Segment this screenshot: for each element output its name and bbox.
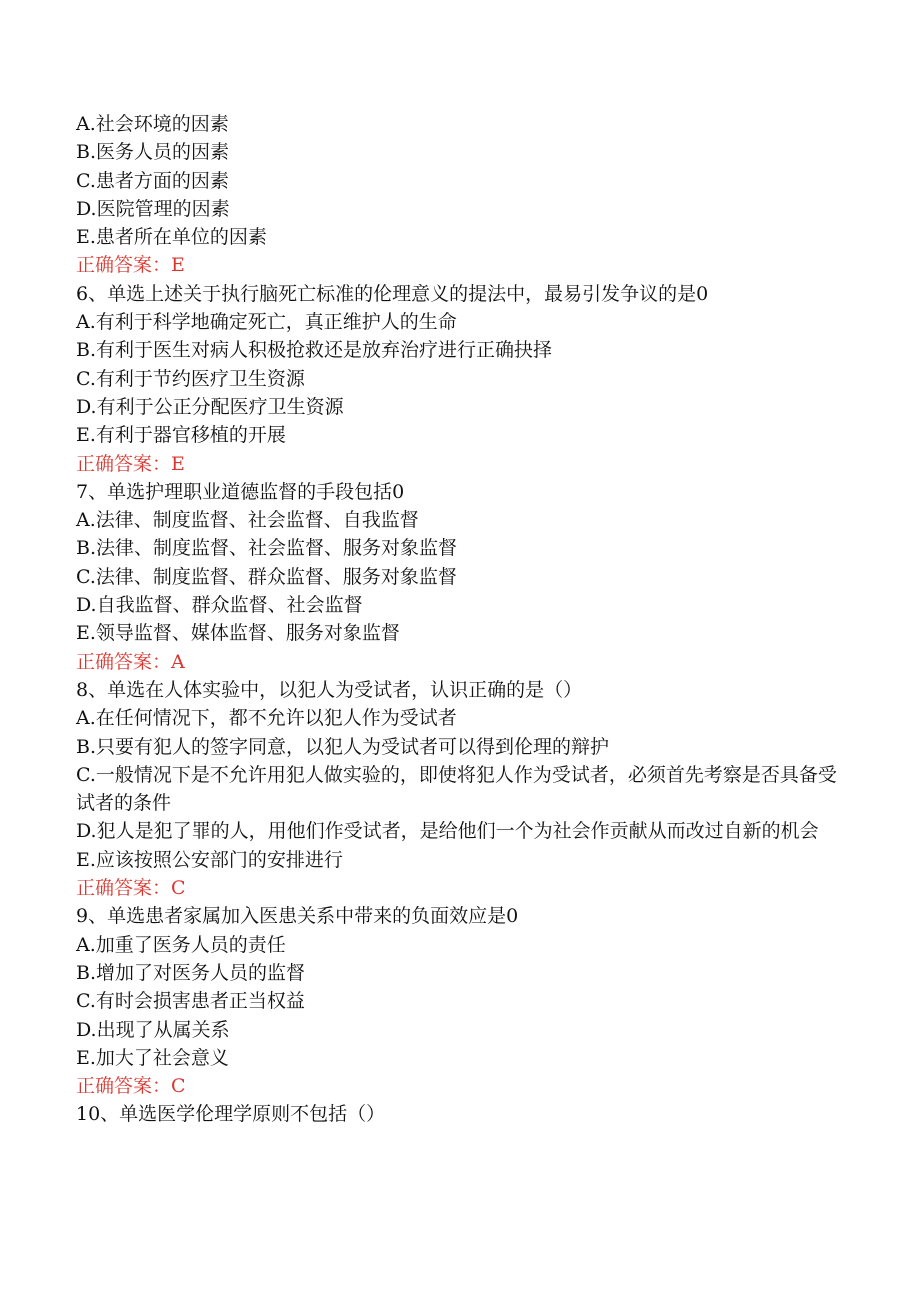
- option-a: A.加重了医务人员的责任: [76, 933, 286, 956]
- correct-answer: 正确答案：C: [76, 877, 186, 900]
- question-7: [76, 478, 846, 676]
- option-a: A.在任何情况下，都不允许以犯人作为受试者: [76, 707, 457, 730]
- option-a: A.社会环境的因素: [76, 113, 229, 135]
- option-a: A.法律、制度监督、社会监督、自我监督: [76, 509, 419, 532]
- option-b: B.有利于医生对病人积极抢救还是放弃治疗进行正确抉择: [76, 339, 553, 362]
- correct-answer: 正确答案：C: [76, 1075, 186, 1098]
- option-d: D.犯人是犯了罪的人，用他们作受试者，是给他们一个为社会作贡献从而改过自新的机会: [76, 820, 819, 843]
- option-c: C.法律、制度监督、群众监督、服务对象监督: [76, 565, 457, 588]
- option-b: B.医务人员的因素: [76, 141, 230, 164]
- option-b: B.法律、制度监督、社会监督、服务对象监督: [76, 537, 458, 560]
- option-e: E.领导监督、媒体监督、服务对象监督: [76, 622, 400, 645]
- option-c: C.患者方面的因素: [76, 169, 229, 192]
- question-stem: 8、单选在人体实验中，以犯人为受试者，认识正确的是（）: [76, 678, 583, 701]
- question-stem: 6、单选上述关于执行脑死亡标准的伦理意义的提法中，最易引发争议的是0: [76, 282, 709, 305]
- option-a: A.有利于科学地确定死亡，真正维护人的生命: [76, 311, 457, 334]
- question-stem: 7、单选护理职业道德监督的手段包括0: [76, 480, 405, 503]
- option-d: D.自我监督、群众监督、社会监督: [76, 594, 363, 617]
- option-c: C.一般情况下是不允许用犯人做实验的，即使将犯人作为受试者，必须首先考察是否具备受试者的条件: [76, 763, 837, 815]
- question-10: [76, 1100, 846, 1128]
- option-b: B.增加了对医务人员的监督: [76, 961, 306, 984]
- question-stem: 10、单选医学伦理学原则不包括（）: [76, 1103, 386, 1126]
- question-8: [76, 676, 846, 902]
- option-d: D.出现了从属关系: [76, 1018, 230, 1041]
- option-e: E.加大了社会意义: [76, 1046, 229, 1069]
- option-b: B.只要有犯人的签字同意，以犯人为受试者可以得到伦理的辩护: [76, 735, 610, 758]
- option-c: C.有时会损害患者正当权益: [76, 990, 305, 1013]
- question-stem: 9、单选患者家属加入医患关系中带来的负面效应是0: [76, 905, 519, 928]
- correct-answer: 正确答案：E: [76, 452, 185, 475]
- question-5-options: [76, 110, 846, 280]
- question-6: [76, 280, 846, 478]
- option-e: E.患者所在单位的因素: [76, 226, 267, 249]
- correct-answer: 正确答案：A: [76, 650, 185, 673]
- option-d: D.医院管理的因素: [76, 197, 230, 220]
- option-d: D.有利于公正分配医疗卫生资源: [76, 395, 344, 418]
- option-e: E.应该按照公安部门的安排进行: [76, 848, 343, 871]
- question-list: [76, 110, 846, 1129]
- question-9: [76, 902, 846, 1100]
- option-e: E.有利于器官移植的开展: [76, 424, 286, 447]
- correct-answer: 正确答案：E: [76, 254, 185, 277]
- option-c: C.有利于节约医疗卫生资源: [76, 367, 305, 390]
